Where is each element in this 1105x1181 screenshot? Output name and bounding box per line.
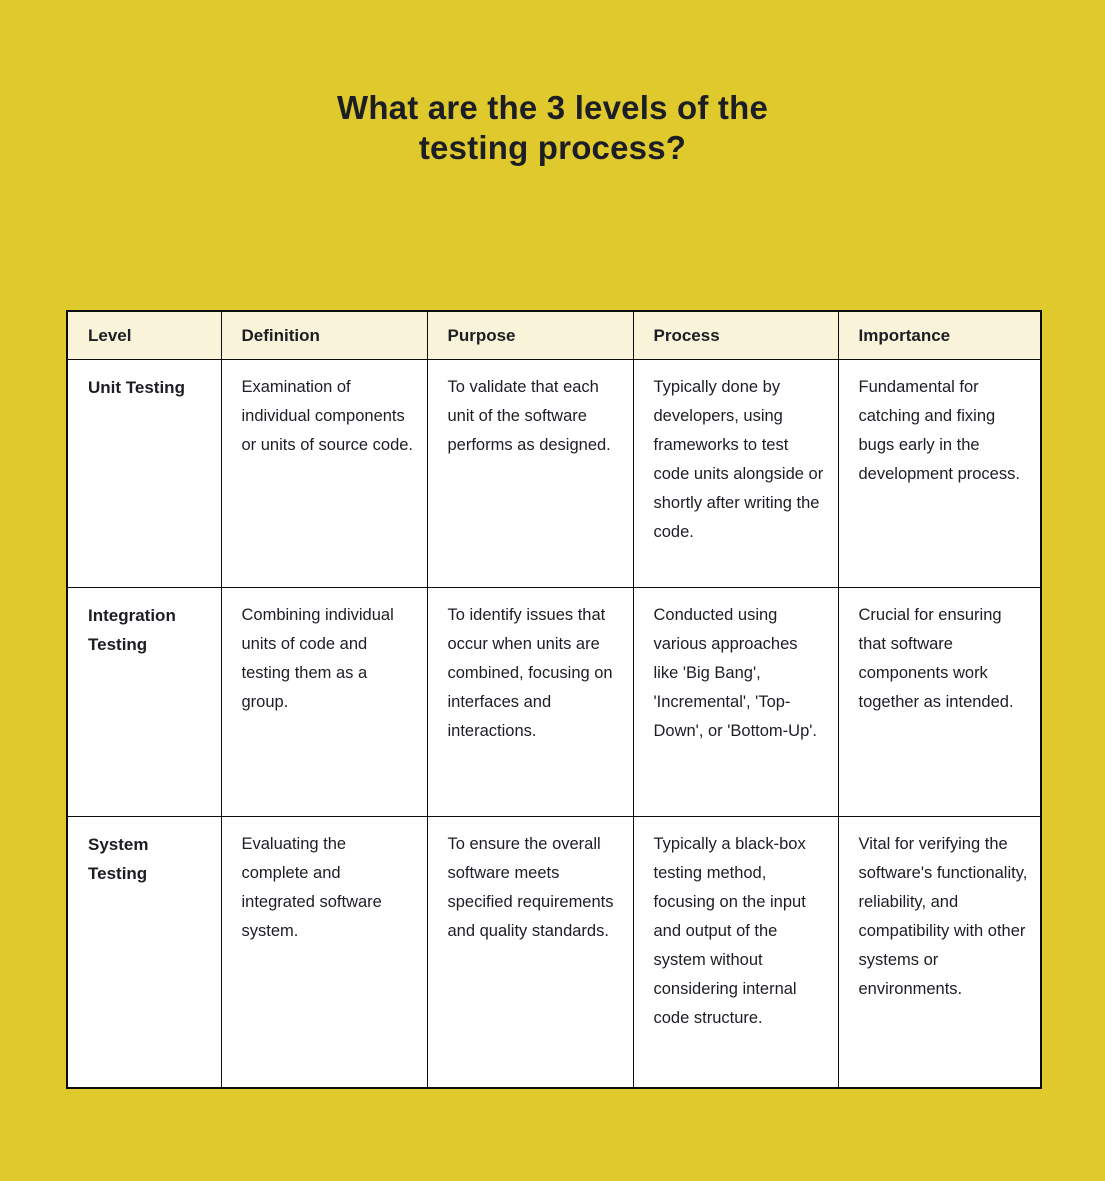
page-title [203,88,903,168]
column-header-level: Level [67,311,221,359]
cell-unit-process: Typically done by developers, using frameworks to test code units alongside or shortly after writing the code. [633,359,838,587]
page-title-line2: testing process? [418,129,687,166]
table-row-integration-testing [67,587,1041,816]
column-header-process: Process [633,311,838,359]
cell-integration-importance: Crucial for ensuring that software components work together as intended. [838,587,1041,816]
cell-system-importance: Vital for verifying the software's functionality, reliability, and compatibility with other systems or environments. [838,816,1041,1088]
column-header-definition: Definition [221,311,427,359]
cell-system-definition: Evaluating the complete and integrated software system. [221,816,427,1088]
table-header-row [67,311,1041,359]
cell-integration-level: Integration Testing [67,587,221,816]
testing-levels-table [66,310,1042,1089]
table-row-unit-testing [67,359,1041,587]
cell-system-purpose: To ensure the overall software meets specified requirements and quality standards. [427,816,633,1088]
column-header-importance: Importance [838,311,1041,359]
column-header-purpose: Purpose [427,311,633,359]
cell-integration-purpose: To identify issues that occur when units are combined, focusing on interfaces and interactions. [427,587,633,816]
cell-system-process: Typically a black-box testing method, focusing on the input and output of the system without considering internal code structure. [633,816,838,1088]
infographic-page [0,88,1105,1181]
testing-levels-table-container [66,310,1042,1089]
cell-unit-level: Unit Testing [67,359,221,587]
table-row-system-testing [67,816,1041,1088]
cell-unit-purpose: To validate that each unit of the software performs as designed. [427,359,633,587]
cell-unit-definition: Examination of individual components or units of source code. [221,359,427,587]
cell-integration-definition: Combining individual units of code and testing them as a group. [221,587,427,816]
cell-unit-importance: Fundamental for catching and fixing bugs early in the development process. [838,359,1041,587]
cell-system-level: System Testing [67,816,221,1088]
cell-integration-process: Conducted using various approaches like 'Big Bang', 'Incremental', 'Top-Down', or 'Bottom-Up'. [633,587,838,816]
page-title-line1: What are the 3 levels of the [336,89,769,126]
